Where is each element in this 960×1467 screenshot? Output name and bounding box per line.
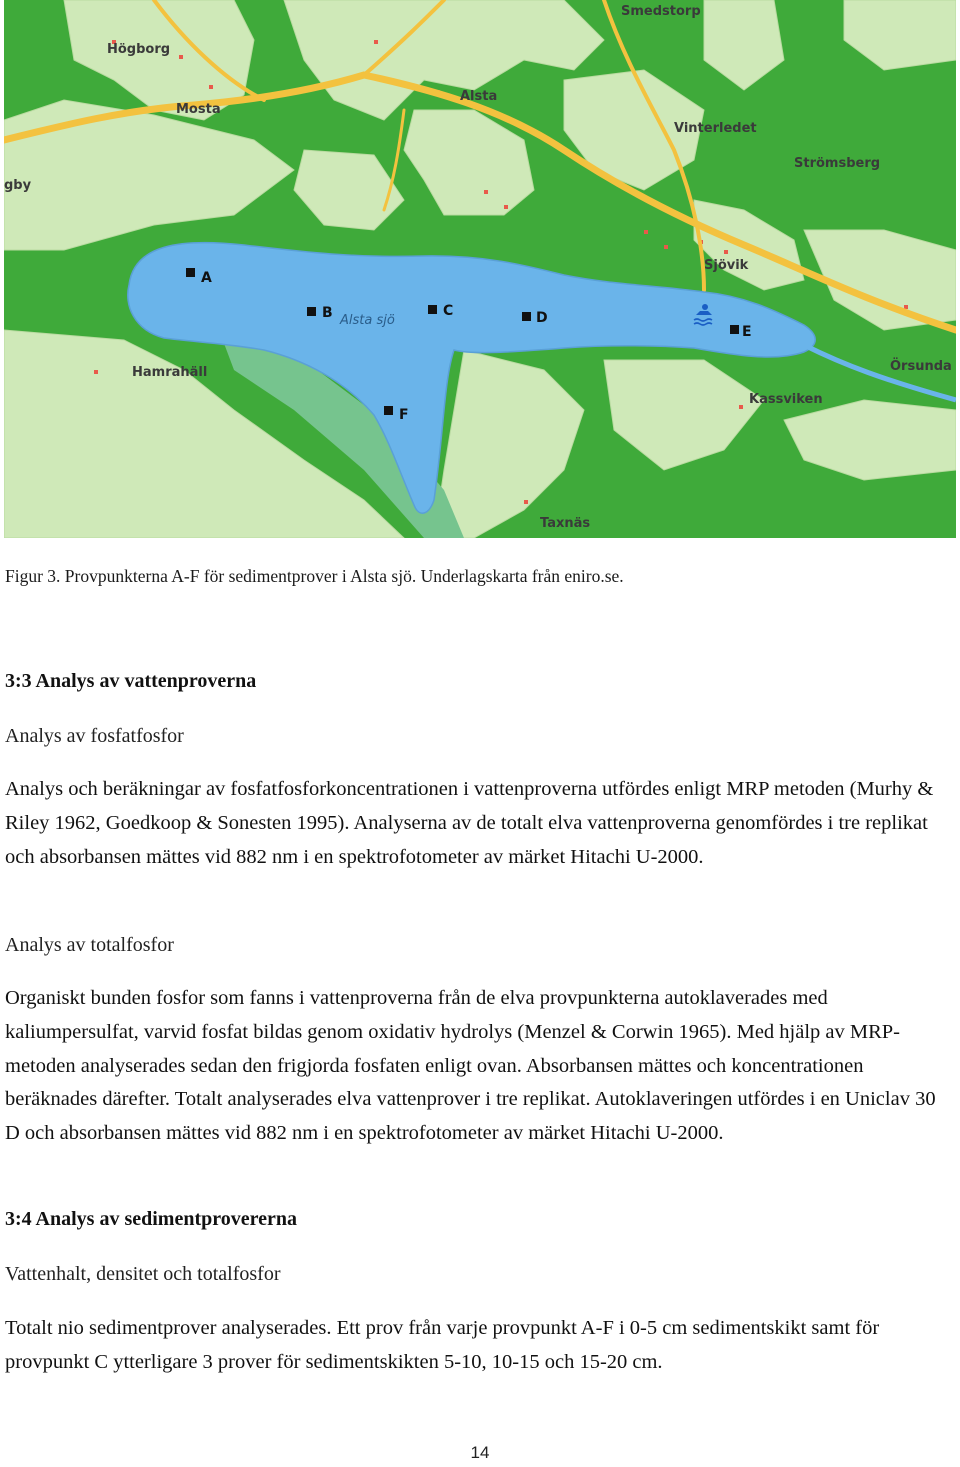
place-label: Taxnäs	[540, 516, 591, 531]
svg-text:F: F	[399, 407, 409, 423]
place-label: Strömsberg	[794, 156, 881, 171]
subheading-phosphate: Analys av fosfatfosfor	[5, 725, 184, 747]
lake-label: Alsta sjö	[340, 313, 395, 328]
place-label: Vinterledet	[674, 121, 757, 136]
figure-caption: Figur 3. Provpunkterna A-F för sedimentprover i Alsta sjö. Underlagskarta från eniro.se.	[5, 566, 624, 586]
place-label: Hamrahäll	[132, 365, 208, 380]
section-heading-3-4: 3:4 Analys av sedimentprovererna	[5, 1208, 298, 1230]
subheading-water-content: Vattenhalt, densitet och totalfosfor	[5, 1263, 281, 1285]
map-figure	[4, 0, 956, 538]
place-label: Högborg	[107, 42, 171, 57]
place-label: Kassviken	[749, 392, 823, 407]
section-heading-3-3: 3:3 Analys av vattenproverna	[5, 670, 257, 692]
place-label: Mosta	[176, 102, 221, 117]
svg-text:E: E	[742, 324, 752, 340]
paragraph-total-phosphorus: Organiskt bunden fosfor som fanns i vattenproverna från de elva provpunkterna autoklaverades med kaliumpersulfat, varvid fosfat bildas genom oxidativ hydrolys (Menzel & Corwin 1965). Med hjälp av MRP-metoden analyserades sedan den frigjorda fosfaten enligt ovan. Absorbansen mättes och koncentrationen beräknades därefter. Totalt analyserades elva vattenprover i tre replikat. Autoklaveringen utfördes i en Uniclav 30 D och absorbansen mättes vid 882 nm i en spektrofotometer av märket Hitachi U-2000.	[5, 987, 936, 1145]
svg-text:C: C	[443, 303, 454, 319]
svg-text:D: D	[536, 310, 548, 326]
svg-text:A: A	[201, 270, 212, 286]
page-number: 14	[470, 1443, 490, 1462]
paragraph-phosphate: Analys och beräkningar av fosfatfosforkoncentrationen i vattenproverna utfördes enligt MRP metoden (Murhy & Riley 1962, Goedkoop & Sonesten 1995). Analyserna av de totalt elva vattenproverna genomfördes i tre replikat och absorbansen mättes vid 882 nm i en spektrofotometer av märket Hitachi U-2000.	[5, 778, 934, 868]
place-label: Sjövik	[704, 258, 749, 273]
paragraph-sediment: Totalt nio sedimentprover analyserades. Ett prov från varje provpunkt A-F i 0-5 cm sedimentskikt samt för provpunkt C ytterligare 3 prover för sedimentskikten 5-10, 10-15 och 15-20 cm.	[5, 1317, 880, 1373]
place-label: Smedstorp	[621, 4, 701, 19]
place-label: Örsunda	[890, 359, 952, 374]
place-label: gby	[4, 178, 32, 193]
place-label: Alsta	[460, 89, 498, 104]
svg-text:B: B	[322, 305, 333, 321]
subheading-total-phosphorus: Analys av totalfosfor	[5, 934, 174, 956]
